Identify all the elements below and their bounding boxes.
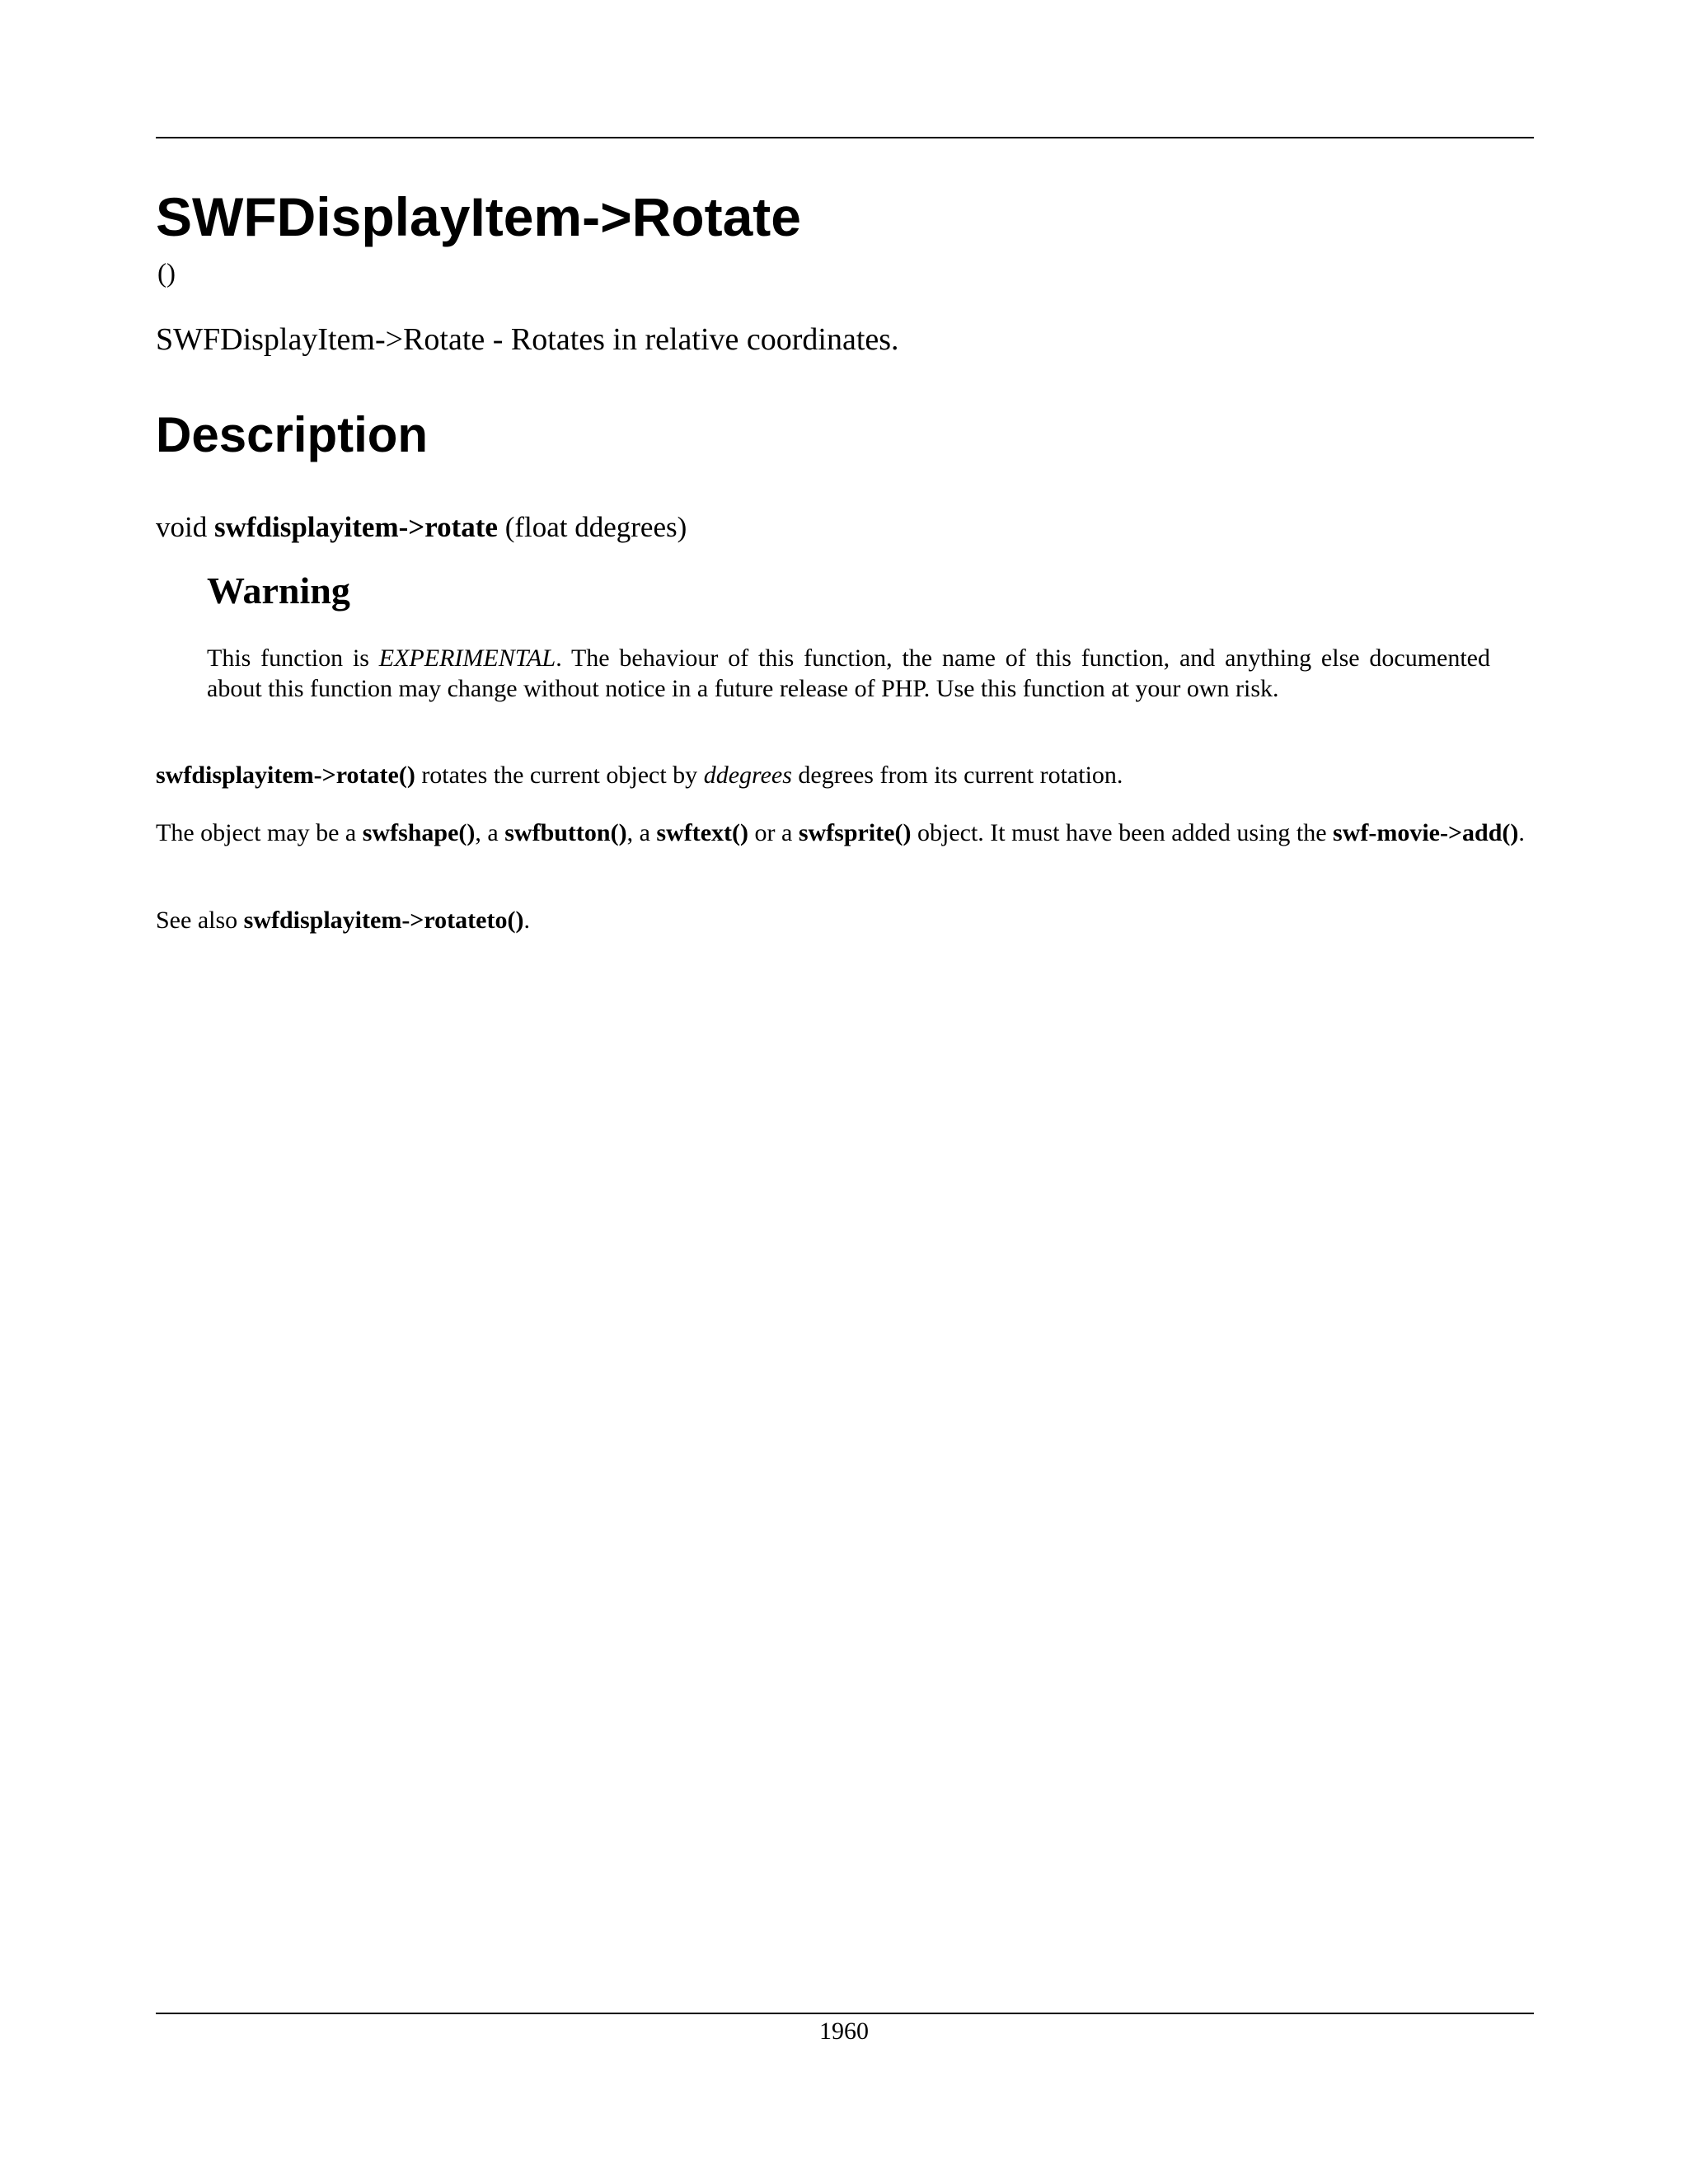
function-params: (float ddegrees) [497,511,687,543]
refpurpose: Rotates in relative coordinates. [510,322,899,357]
warning-text-after: . The behaviour of this function, the name of this function, and anything else documented about this function may change without notice in a future release of PHP. Use this function at your own risk. [207,644,1490,702]
function-reference: swfdisplayitem->rotate() [156,762,415,789]
warning-text [207,643,1490,704]
paragraph-text: object. It must have been added using the [911,819,1334,846]
warning-heading: Warning [207,569,350,612]
paragraph-rotate-behaviour [156,760,1534,790]
function-reference: swf-movie->add() [1333,819,1519,846]
parameter-name: ddegrees [703,762,792,789]
page-title: SWFDisplayItem->Rotate [156,186,801,247]
title-parens: () [157,259,176,288]
function-reference: swfbutton() [504,819,627,846]
top-rule [156,137,1534,138]
warning-emphasis: EXPERIMENTAL [378,644,556,672]
paragraph-text: The object may be a [156,819,363,846]
paragraph-text: See also [156,907,244,934]
paragraph-text: , a [475,819,505,846]
function-name: swfdisplayitem->rotate [213,511,498,543]
refname-separator: - [485,322,511,357]
paragraph-text: degrees from its current rotation. [791,762,1123,789]
paragraph-text: . [1518,819,1525,846]
refname: SWFDisplayItem->Rotate [156,322,485,357]
paragraph-text: . [523,907,530,934]
paragraph-object-types [156,818,1534,848]
refname-line [156,324,899,355]
bottom-rule [156,2013,1534,2014]
page-number: 1960 [819,2018,869,2045]
function-reference: swftext() [656,819,749,846]
paragraph-text: or a [748,819,799,846]
paragraph-see-also [156,905,1534,935]
warning-text-before: This function is [207,644,379,672]
function-reference: swfsprite() [798,819,912,846]
function-reference: swfshape() [362,819,476,846]
function-synopsis [156,513,687,541]
function-reference: swfdisplayitem->rotateto() [243,907,524,934]
return-type: void [156,511,214,543]
paragraph-text: , a [626,819,657,846]
paragraph-text: rotates the current object by [415,762,704,789]
description-heading: Description [156,407,429,462]
